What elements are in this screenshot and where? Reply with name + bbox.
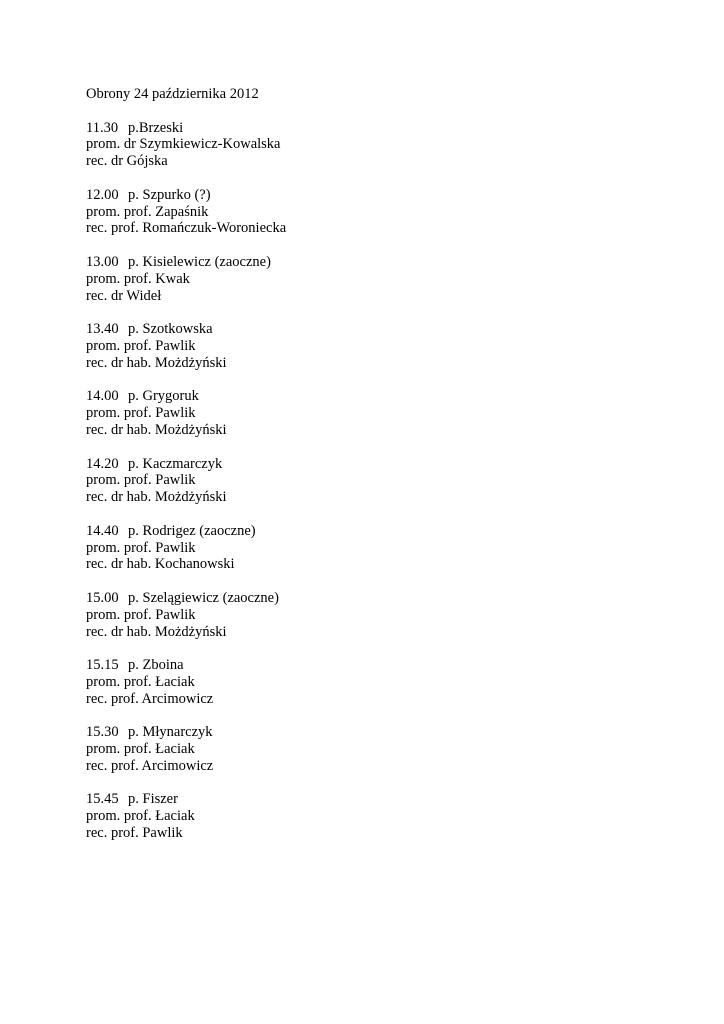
entry-header (86, 388, 686, 405)
defense-entry (86, 187, 686, 237)
entry-reviewer: rec. dr hab. Możdżyński (86, 623, 227, 640)
document-page (86, 86, 686, 859)
entry-reviewer: rec. dr Gójska (86, 153, 168, 170)
document-title: Obrony 24 października 2012 (86, 86, 259, 102)
entry-header (86, 321, 686, 338)
entry-header (86, 657, 686, 674)
entry-student: p. Zboina (128, 657, 184, 674)
entry-promotor: prom. prof. Pawlik (86, 337, 196, 354)
entry-student: p. Młynarczyk (128, 724, 213, 741)
entry-reviewer: rec. prof. Romańczuk-Woroniecka (86, 220, 287, 237)
entry-promotor: prom. prof. Łaciak (86, 741, 195, 758)
entry-header (86, 120, 686, 137)
entry-header (86, 590, 686, 607)
entry-student: p. Kisielewicz (zaoczne) (128, 253, 271, 270)
entry-time: 14.20 (86, 455, 119, 472)
entry-reviewer: rec. dr Wideł (86, 287, 162, 304)
entry-student: p. Fiszer (128, 791, 178, 808)
entry-student: p. Rodrigez (zaoczne) (128, 522, 256, 539)
entry-student: p.Brzeski (128, 119, 184, 136)
defense-entry (86, 791, 686, 841)
entry-promotor: prom. prof. Łaciak (86, 808, 195, 825)
defense-entry (86, 590, 686, 640)
entry-time: 15.15 (86, 657, 119, 674)
entry-reviewer: rec. dr hab. Możdżyński (86, 421, 227, 438)
entry-time: 13.40 (86, 321, 119, 338)
defense-entry (86, 523, 686, 573)
entry-reviewer: rec. dr hab. Kochanowski (86, 556, 235, 573)
entry-reviewer: rec. prof. Pawlik (86, 825, 183, 842)
entry-student: p. Szelągiewicz (zaoczne) (128, 589, 279, 606)
entry-time: 11.30 (86, 119, 119, 136)
entry-promotor: prom. prof. Łaciak (86, 673, 195, 690)
entry-header (86, 456, 686, 473)
entry-reviewer: rec. prof. Arcimowicz (86, 757, 214, 774)
entry-time: 14.00 (86, 388, 119, 405)
entry-promotor: prom. prof. Pawlik (86, 472, 196, 489)
entry-time: 14.40 (86, 522, 119, 539)
entry-promotor: prom. prof. Pawlik (86, 606, 196, 623)
entry-promotor: prom. prof. Pawlik (86, 539, 196, 556)
entry-reviewer: rec. dr hab. Możdżyński (86, 489, 227, 506)
defense-entry (86, 388, 686, 438)
defense-entry (86, 657, 686, 707)
entry-promotor: prom. prof. Kwak (86, 270, 190, 287)
defense-entry (86, 321, 686, 371)
entry-header (86, 523, 686, 540)
entry-promotor: prom. prof. Zapaśnik (86, 203, 209, 220)
entry-time: 15.00 (86, 589, 119, 606)
entry-reviewer: rec. prof. Arcimowicz (86, 690, 214, 707)
entry-promotor: prom. prof. Pawlik (86, 405, 196, 422)
entry-reviewer: rec. dr hab. Możdżyński (86, 354, 227, 371)
defense-entry (86, 120, 686, 170)
entry-header (86, 791, 686, 808)
entry-time: 15.30 (86, 724, 119, 741)
defense-entry (86, 254, 686, 304)
entry-time: 12.00 (86, 186, 119, 203)
entry-student: p. Szpurko (?) (128, 186, 211, 203)
entry-time: 15.45 (86, 791, 119, 808)
entry-student: p. Kaczmarczyk (128, 455, 223, 472)
defense-entry (86, 724, 686, 774)
entry-time: 13.00 (86, 253, 119, 270)
entry-promotor: prom. dr Szymkiewicz-Kowalska (86, 136, 281, 153)
defense-entry (86, 456, 686, 506)
entry-student: p. Szotkowska (128, 321, 213, 338)
entry-header (86, 254, 686, 271)
entry-header (86, 724, 686, 741)
entry-header (86, 187, 686, 204)
entry-student: p. Grygoruk (128, 388, 199, 405)
